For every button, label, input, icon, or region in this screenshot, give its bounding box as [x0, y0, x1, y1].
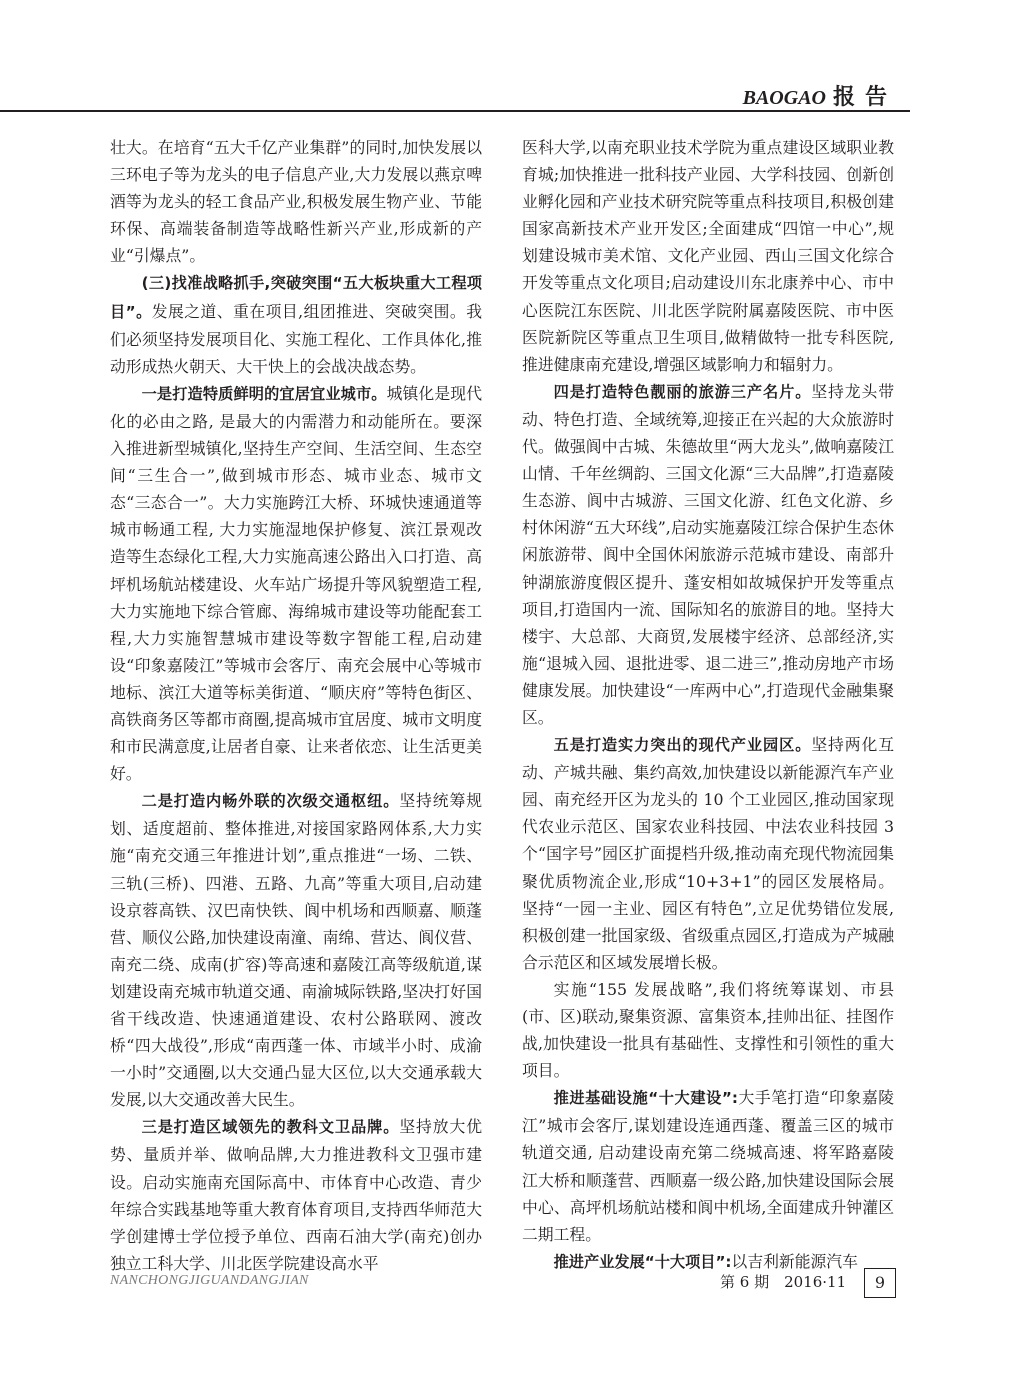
paragraph-body: 坚持两化互动、产城共融、集约高效,加快建设以新能源汽车产业园、南充经开区为龙头的 10 个工业园区,推动国家现代农业示范区、国家农业科技园、中法农业科技园 3 个“国字号”园区扩面提档升级,推动南充现代物流园集聚优质物流企业,形成“10+3+1”的园区发展格局。坚持“一园一主业、园区有特色”,立足优势错位发展,积极创建一批国家级、省级重点园区,打造成为产城融合示范区和区域发展增长极。 — [522, 735, 894, 972]
paragraph: 壮大。在培育“五大千亿产业集群”的同时,加快发展以三环电子等为龙头的电子信息产业,大力发展以燕京啤酒等为龙头的轻工食品产业,积极发展生物产业、节能环保、高端装备制造等战略性新兴产业,形成新的产业“引爆点”。 — [110, 138, 482, 266]
paragraph-heading: 二是打造内畅外联的次级交通枢纽。 — [141, 792, 400, 811]
section-title-cjk: 报告 — [832, 84, 897, 110]
paragraph — [522, 1084, 894, 1248]
paragraph-body: 坚持统筹规划、适度超前、整体推进,对接国家路网体系,大力实施“南充交通三年推进计划”,重点推进“一场、二铁、三轨(三桥)、四港、五路、九高”等重大项目,启动建设京蓉高铁、汉巴南快铁、阆中机场和西顺嘉、顺蓬营、顺仪公路,加快建设南潼、南绵、营达、阆仪营、南充二绕、成南(扩容)等高速和嘉陵江高等级航道,谋划建设南充城市轨道交通、南渝城际铁路,坚决打好国省干线改造、快速通道建设、农村公路联网、渡改桥“四大战役”,形成“南西蓬一体、市域半小时、成渝一小时”交通圈,以大交通凸显大区位,以大交通承载大发展,以大交通改善大民生。 — [110, 791, 482, 1110]
paragraph-heading: 一是打造特质鲜明的宜居宜业城市。 — [141, 384, 387, 403]
paragraph: 实施“155 发展战略”,我们将统筹谋划、市县(市、区)联动,聚集资源、富集资本,挂帅出征、挂图作战,加快建设一批具有基础性、支撑性和引领性的重大项目。 — [522, 979, 894, 1081]
paragraph — [110, 1113, 482, 1277]
right-column — [522, 134, 894, 1276]
section-title — [743, 84, 897, 111]
issue-date: 第 6 期 2016·11 — [720, 1273, 847, 1291]
page-number: 9 — [864, 1268, 896, 1298]
paragraph-body: 坚持放大优势、量质并举、做响品牌,大力推进教科文卫强市建设。启动实施南充国际高中、市体育中心改造、青少年综合实践基地等重大教育体育项目,支持西华师范大学创建博士学位授予单位、西南石油大学(南充)创办独立工科大学、川北医学院建设高水平 — [110, 1117, 482, 1273]
paragraph-heading: (三)找准战略抓手,突破突围“五大板块重大工程项目”。 — [110, 274, 482, 321]
paragraph-heading: 三是打造区域领先的教科文卫品牌。 — [141, 1118, 400, 1137]
paragraph-heading: 五是打造实力突出的现代产业园区。 — [553, 736, 812, 755]
paragraph — [110, 380, 482, 787]
paragraph-body: 发展之道、重在项目,组团推进、突破突围。我们必须坚持发展项目化、实施工程化、工作具体化,推动形成热火朝天、大干快上的会战决战态势。 — [110, 301, 482, 376]
paragraph-body: 城镇化是现代化的必由之路, 是最大的内需潜力和动能所在。要深入推进新型城镇化,坚持生产空间、生活空间、生态空间“三生合一”,做到城市形态、城市业态、城市文态“三态合一”。大力实施跨江大桥、环城快速通道等城市畅通工程, 大力实施湿地保护修复、滨江景观改造等生态绿化工程,大力实施高速公路出入口打造、高坪机场航站楼建设、火车站广场提升等风貌塑造工程,大力实施地下综合管廊、海绵城市建设等功能配套工程,大力实施智慧城市建设等数字智能工程,启动建设“印象嘉陵江”等城市会客厅、南充会展中心等城市地标、滨江大道等标美街道、“顺庆府”等特色街区、高铁商务区等都市商圈,提高城市宜居度、城市文明度和市民满意度,让居者自豪、让来者依恋、让生活更美好。 — [110, 383, 482, 784]
paragraph-heading: 四是打造特色靓丽的旅游三产名片。 — [553, 382, 812, 401]
page-header — [0, 0, 1015, 112]
paragraph — [110, 269, 482, 379]
paragraph-body: 坚持龙头带动、特色打造、全域统筹,迎接正在兴起的大众旅游时代。做强阆中古城、朱德故里“两大龙头”,做响嘉陵江山情、千年丝绸韵、三国文化源“三大品牌”,打造嘉陵生态游、阆中古城游、三国文化游、红色文化游、乡村休闲游“五大环线”,启动实施嘉陵江综合保护生态休闲旅游带、阆中全国休闲旅游示范城市建设、南部升钟湖旅游度假区提升、蓬安相如故城保护开发等重点项目,打造国内一流、国际知名的旅游目的地。坚持大楼宇、大总部、大商贸,发展楼宇经济、总部经济,实施“退城入园、退批进零、退二进三”,推动房地产市场健康发展。加快建设“一库两中心”,打造现代金融集聚区。 — [522, 381, 894, 727]
paragraph-heading: 推进基础设施“十大建设”: — [553, 1089, 738, 1108]
section-title-latin: BAOGAO — [742, 87, 826, 109]
paragraph: 医科大学,以南充职业技术学院为重点建设区域职业教育城;加快推进一批科技产业园、大学科技园、创新创业孵化园和产业技术研究院等重点科技项目,积极创建国家高新技术产业开发区;全面建成“四馆一中心”,规划建设城市美术馆、文化产业园、西山三国文化综合开发等重点文化项目;启动建设川东北康养中心、市中心医院江东医院、川北医学院附属嘉陵医院、市中医医院新院区等重点卫生项目,做精做特一批专科医院,推进健康南充建设,增强区域影响力和辐射力。 — [522, 138, 894, 374]
paragraph-heading: 推进产业发展“十大项目”: — [553, 1252, 732, 1271]
header-rule — [0, 110, 910, 112]
paragraph-body: 大手笔打造“印象嘉陵江”城市会客厅,谋划建设连通西蓬、覆盖三区的城市轨道交通, 启动建设南充第二绕城高速、将军路嘉陵江大桥和顺蓬营、西顺嘉一级公路,加快建设国际会展中心、高坪机场航站楼和阆中机场,全面建成升钟灌区二期工程。 — [522, 1088, 894, 1244]
journal-name: NANCHONGJIGUANDANGJIAN — [110, 1273, 309, 1288]
paragraph — [110, 787, 482, 1113]
paragraph-body: 以吉利新能源汽车 — [731, 1251, 858, 1271]
paragraph — [522, 731, 894, 976]
paragraph — [522, 378, 894, 731]
left-column — [110, 134, 482, 1277]
